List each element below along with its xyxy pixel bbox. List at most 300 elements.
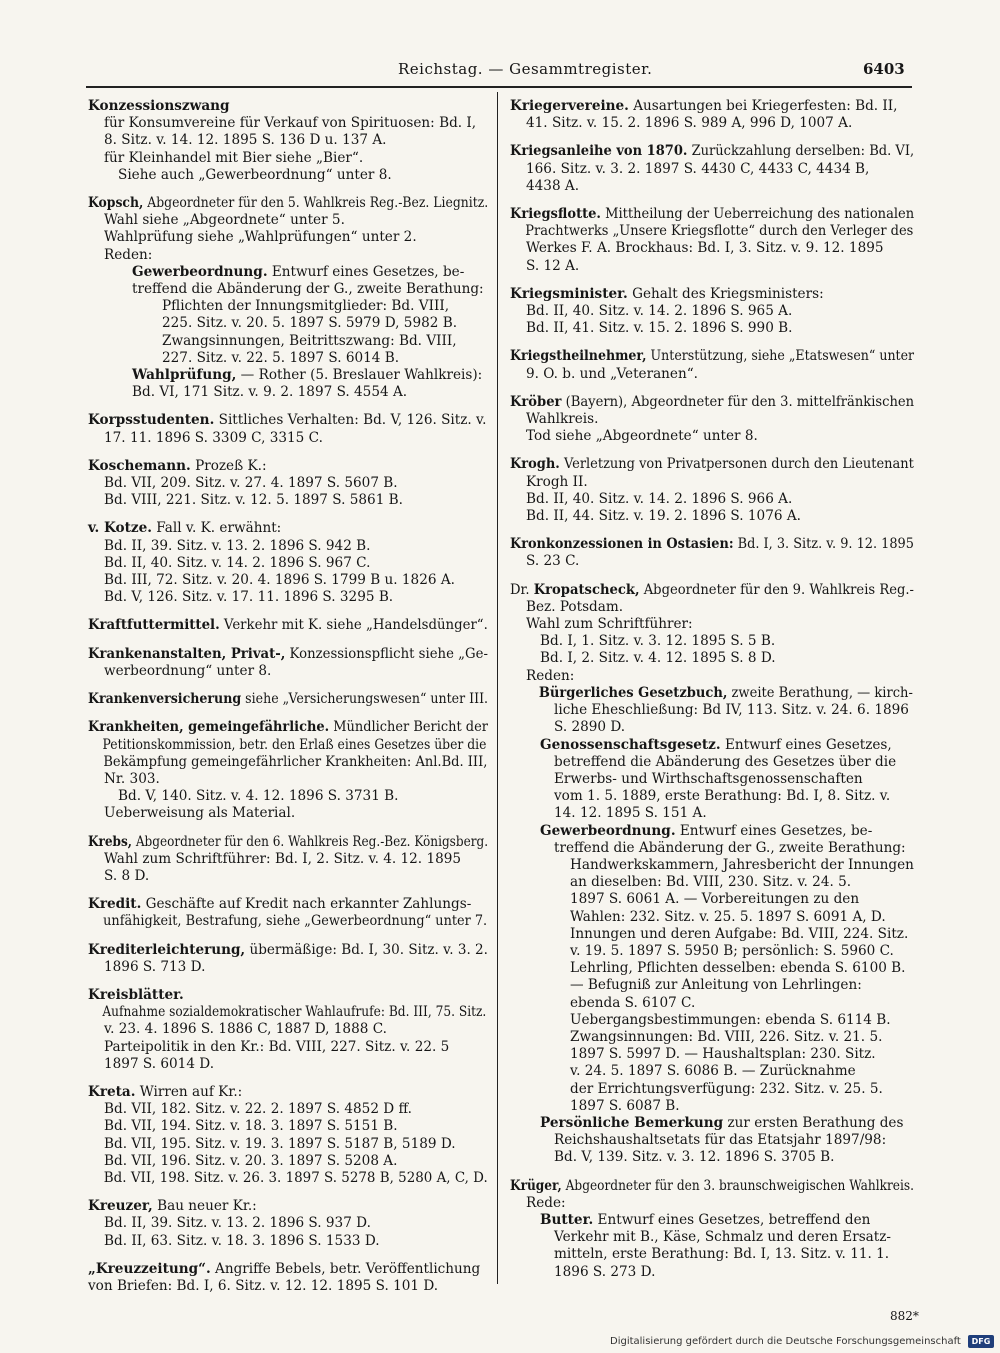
entry-text: Verletzung von Privatpersonen durch den Lieutenant: [559, 456, 914, 473]
entry-line: [88, 475, 488, 492]
entry-line: [88, 229, 488, 246]
entry-line: [88, 645, 488, 663]
entry-line: [88, 1039, 488, 1056]
entry-line: [510, 286, 914, 303]
entry-line: [88, 1278, 488, 1295]
entry-text: S. 8 D.: [104, 867, 150, 884]
entry-text: Bd. VI, 171 Sitz. v. 9. 2. 1897 S. 4554 A.: [132, 384, 408, 401]
entry-line: [88, 1233, 488, 1250]
entry-line: [510, 366, 914, 383]
entry-text: Mittheilung der Ueberreichung des nationalen: [600, 206, 915, 223]
entry-text: Ausartungen bei Kriegerfesten: Bd. II,: [628, 98, 898, 114]
entry-heading: Wahlprüfung,: [132, 367, 237, 384]
entry-heading: Kriegsminister.: [510, 285, 628, 302]
entry-line: [510, 428, 914, 445]
index-entry: [510, 536, 914, 570]
entry-text: S. 2890 D.: [554, 719, 626, 736]
entry-text: Reden:: [526, 667, 575, 684]
entry-text: treffend die Abänderung der G., zweite Berathung:: [554, 839, 906, 856]
entry-heading: „Kreuzzeitung“.: [88, 1260, 211, 1277]
entry-line: [88, 833, 489, 851]
index-entry: [88, 896, 488, 930]
entry-line: [88, 150, 488, 167]
entry-text: Zurückzahlung derselben: Bd. VI,: [687, 143, 915, 160]
entry-text: Bd. V, 139. Sitz. v. 3. 12. 1896 S. 3705 B.: [554, 1149, 835, 1166]
entry-line: [510, 874, 914, 891]
entry-text: 1896 S. 713 D.: [104, 958, 206, 975]
entry-text: 14. 12. 1895 S. 151 A.: [554, 805, 707, 822]
entry-line: [510, 1149, 914, 1166]
entry-text: Pflichten der Innungsmitglieder: Bd. VIII,: [162, 298, 450, 315]
entry-line: [88, 132, 488, 149]
entry-line: [510, 737, 914, 754]
entry-text: 8. Sitz. v. 14. 12. 1895 S. 136 D u. 137 A.: [104, 132, 387, 149]
entry-line: [510, 719, 914, 736]
entry-text: Bd. II, 63. Sitz. v. 18. 3. 1896 S. 1533 D.: [104, 1232, 380, 1249]
index-entry: [510, 456, 914, 525]
entry-line: [510, 1063, 914, 1080]
entry-text: 17. 11. 1896 S. 3309 C, 3315 C.: [104, 429, 323, 446]
entry-text: v. 24. 5. 1897 S. 6086 B. — Zurücknahme: [570, 1063, 856, 1080]
entry-line: [510, 754, 914, 771]
entry-text: 166. Sitz. v. 3. 2. 1897 S. 4430 C, 4433 C, 4434 B,: [526, 160, 870, 177]
entry-text: Lehrling, Pflichten desselben: ebenda S. 6100 B.: [570, 960, 906, 977]
entry-heading: Krankheiten, gemeingefährliche.: [88, 719, 330, 736]
header-rule: [86, 86, 912, 88]
entry-text: Wahl zum Schriftführer:: [526, 616, 693, 633]
entry-text: Prozeß K.:: [190, 457, 267, 474]
entry-line: [510, 178, 914, 195]
entry-text: Abgeordneter für den 3. braunschweigischen Wahlkreis.: [561, 1177, 914, 1194]
index-entry: [88, 520, 488, 606]
entry-line: [510, 98, 914, 115]
entry-line: [510, 857, 914, 874]
entry-line: [510, 1081, 914, 1098]
entry-line: [510, 456, 914, 473]
entry-line: [510, 788, 914, 805]
entry-text: mitteln, erste Berathung: Bd. I, 13. Sitz. v. 11. 1.: [554, 1246, 890, 1263]
entry-line: [88, 771, 488, 788]
entry-line: [88, 1153, 488, 1170]
entry-text: Entwurf eines Gesetzes, be-: [267, 263, 465, 280]
entry-line: [510, 891, 914, 908]
entry-line: [88, 959, 488, 976]
entry-line: [510, 650, 914, 667]
entry-line: [510, 508, 914, 525]
digitization-credit: Digitalisierung gefördert durch die Deutsche Forschungsgemeinschaft: [610, 1336, 961, 1347]
entry-text: S. 12 A.: [526, 257, 580, 274]
entry-line: [88, 1004, 487, 1021]
entry-line: [510, 1046, 914, 1063]
entry-line: [510, 805, 914, 822]
entry-text: Bd. III, 72. Sitz. v. 20. 4. 1896 S. 1799 B u. 1826 A.: [104, 572, 455, 589]
entry-line: [510, 553, 914, 570]
entry-line: [88, 1198, 488, 1215]
entry-text: 1897 S. 5997 D. — Haushaltsplan: 230. Sitz.: [570, 1046, 876, 1063]
entry-line: [510, 240, 914, 257]
index-entry: [88, 691, 488, 708]
entry-text: Zwangsinnungen, Beitrittszwang: Bd. VIII,: [162, 332, 457, 349]
entry-line: [88, 589, 488, 606]
entry-heading: Kopsch,: [88, 195, 144, 212]
entry-text: Bd. II, 40. Sitz. v. 14. 2. 1896 S. 965 A.: [526, 303, 793, 320]
entry-line: [88, 195, 489, 212]
entry-text: Werkes F. A. Brockhaus: Bd. I, 3. Sitz. v. 9. 12. 1895: [526, 240, 884, 257]
entry-line: [88, 987, 488, 1004]
running-header: [0, 60, 1000, 86]
entry-text: Ueberweisung als Material.: [104, 805, 296, 822]
entry-line: [88, 315, 488, 332]
entry-heading: Krüger,: [510, 1177, 562, 1194]
entry-heading: Konzessionszwang: [88, 98, 230, 114]
entry-heading: Kriegervereine.: [510, 98, 629, 114]
entry-text: (Bayern), Abgeordneter für den 3. mittelfränkischen: [561, 393, 915, 410]
entry-text: liche Eheschließung: Bd IV, 113. Sitz. v. 24. 6. 1896: [554, 702, 909, 719]
entry-text: Bd. V, 140. Sitz. v. 4. 12. 1896 S. 3731 B.: [118, 788, 399, 805]
entry-text: Verkehr mit K. siehe „Handelsdünger“.: [219, 617, 488, 634]
entry-text: Entwurf eines Gesetzes,: [720, 736, 892, 753]
entry-text: von Briefen: Bd. I, 6. Sitz. v. 12. 12. 1895 S. 101 D.: [88, 1277, 439, 1294]
entry-text: Wirren auf Kr.:: [135, 1083, 243, 1100]
entry-text: S. 23 C.: [526, 553, 580, 570]
entry-text: Bd. II, 40. Sitz. v. 14. 2. 1896 S. 966 A.: [526, 490, 793, 507]
entry-text: Entwurf eines Gesetzes, be-: [675, 822, 873, 839]
entry-line: [88, 896, 488, 913]
index-entry: [88, 1084, 488, 1187]
entry-text: Wahlkreis.: [526, 411, 599, 428]
entry-text: Angriffe Bebels, betr. Veröffentlichung: [210, 1260, 481, 1277]
entry-line: [510, 943, 914, 960]
index-entry: [88, 458, 488, 510]
entry-line: [510, 668, 914, 685]
index-entry: [510, 582, 914, 1167]
entry-text: 9. O. b. und „Veteranen“.: [526, 365, 699, 382]
entry-text: v. 19. 5. 1897 S. 5950 B; persönlich: S. 5960 C.: [570, 942, 894, 959]
entry-text: Verkehr mit B., Käse, Schmalz und deren Ersatz-: [554, 1229, 891, 1246]
index-entry: [510, 143, 914, 195]
entry-text: werbeordnung“ unter 8.: [104, 662, 272, 679]
entry-text: übermäßige: Bd. I, 30. Sitz. v. 3. 2.: [245, 941, 488, 958]
index-entry: [510, 98, 914, 132]
entry-text: Petitionskommission, betr. den Erlaß eines Gesetzes über die: [102, 736, 487, 753]
entry-text: Bd. I, 3. Sitz. v. 9. 12. 1895: [733, 536, 914, 553]
entry-text: Siehe auch „Gewerbeordnung“ unter 8.: [118, 166, 392, 183]
entry-text: Entwurf eines Gesetzes, betreffend den: [593, 1211, 871, 1228]
entry-heading: Kriegsanleihe von 1870.: [510, 143, 688, 160]
entry-text: Krogh II.: [526, 473, 588, 490]
entry-line: [510, 348, 915, 365]
entry-line: [510, 926, 914, 943]
entry-text: 1897 S. 6014 D.: [104, 1055, 215, 1072]
entry-text: Handwerkskammern, Jahresbericht der Innungen: [570, 856, 914, 873]
entry-line: [88, 1169, 488, 1187]
entry-line: [510, 303, 914, 320]
index-entry: [88, 195, 488, 401]
entry-text: Bd. VII, 195. Sitz. v. 19. 3. 1897 S. 5187 B, 5189 D.: [104, 1135, 456, 1152]
entry-line: [510, 474, 914, 491]
entry-line: [510, 995, 914, 1012]
entry-text: Uebergangsbestimmungen: ebenda S. 6114 B.: [570, 1011, 891, 1028]
entry-text: Bd. VIII, 221. Sitz. v. 12. 5. 1897 S. 5861 B.: [104, 492, 403, 509]
entry-line: [88, 115, 488, 132]
entry-heading: Kraftfuttermittel.: [88, 617, 220, 634]
entry-line: [88, 458, 488, 475]
entry-heading: Kropatscheck,: [533, 581, 640, 598]
entry-text: Bd. VII, 194. Sitz. v. 18. 3. 1897 S. 5151 B.: [104, 1118, 398, 1135]
entry-text: zweite Berathung, — kirch-: [727, 684, 913, 701]
entry-text: Wahl zum Schriftführer: Bd. I, 2. Sitz. v. 4. 12. 1895: [104, 850, 462, 867]
entry-heading: Kronkonzessionen in Ostasien:: [510, 536, 734, 553]
entry-text: Bd. II, 39. Sitz. v. 13. 2. 1896 S. 942 B.: [104, 537, 371, 554]
entry-line: [510, 320, 914, 337]
entry-line: [88, 1261, 488, 1278]
entry-text: für Kleinhandel mit Bier siehe „Bier“.: [104, 149, 364, 166]
entry-text: Bd. I, 1. Sitz. v. 3. 12. 1895 S. 5 B.: [540, 633, 776, 650]
entry-line: [88, 1101, 488, 1118]
entry-line: [510, 491, 914, 508]
entry-line: [510, 977, 914, 994]
entry-text: Innungen und deren Aufgabe: Bd. VIII, 224. Sitz.: [570, 925, 909, 942]
entry-line: [510, 616, 914, 633]
entry-text: Geschäfte auf Kredit nach erkannter Zahlungs-: [141, 896, 472, 913]
entry-line: [510, 1195, 914, 1212]
entry-line: [88, 572, 488, 589]
entry-line: [88, 1215, 488, 1232]
entry-line: [510, 1029, 914, 1046]
entry-line: [88, 247, 488, 264]
entry-text: — Befugniß zur Anleitung von Lehrlingen:: [570, 977, 862, 994]
entry-heading: Kriegsflotte.: [510, 206, 601, 223]
entry-text: Bd. II, 41. Sitz. v. 15. 2. 1896 S. 990 B.: [526, 320, 793, 337]
entry-heading: Bürgerliches Gesetzbuch,: [538, 684, 728, 701]
entry-line: [510, 633, 914, 650]
entry-line: [510, 1246, 914, 1263]
entry-text: Abgeordneter für den 5. Wahlkreis Reg.-Bez. Liegnitz.: [143, 195, 489, 212]
entry-text: Parteipolitik in den Kr.: Bd. VIII, 227. Sitz. v. 22. 5: [104, 1038, 450, 1055]
entry-text: 1896 S. 273 D.: [554, 1263, 656, 1280]
entry-text: Bd. VII, 182. Sitz. v. 22. 2. 1897 S. 4852 D ff.: [104, 1101, 413, 1118]
dfg-logo: DFG: [968, 1335, 994, 1348]
entry-line: [88, 520, 488, 537]
entry-line: [88, 1118, 488, 1135]
entry-heading: Kredit.: [88, 896, 142, 913]
entry-line: [88, 663, 488, 680]
entry-line: [88, 913, 488, 930]
entry-line: [88, 736, 487, 754]
entry-text: Bekämpfung gemeingefährlicher Krankheiten: Anl.Bd. III,: [103, 753, 488, 770]
entry-line: [510, 223, 914, 240]
entry-line: [88, 367, 488, 384]
entry-line: [88, 281, 488, 298]
entry-line: [88, 350, 488, 367]
entry-text: 225. Sitz. v. 20. 5. 1897 S. 5979 D, 5982 B.: [162, 315, 458, 332]
entry-line: [510, 411, 914, 428]
entry-line: [88, 1056, 488, 1073]
entry-text: zur ersten Berathung des: [723, 1114, 904, 1131]
entry-heading: Krediterleichterung,: [88, 941, 246, 958]
index-entry: [88, 987, 488, 1073]
entry-text: 1897 S. 6061 A. — Vorbereitungen zu den: [570, 891, 860, 908]
entry-text: v. 23. 4. 1896 S. 1886 C, 1887 D, 1888 C.: [104, 1021, 387, 1038]
index-entry: [88, 719, 488, 822]
entry-heading: Genossenschaftsgesetz.: [540, 736, 721, 753]
entry-line: [510, 771, 914, 788]
entry-line: [88, 538, 488, 555]
entry-text: Bd. V, 126. Sitz. v. 17. 11. 1896 S. 3295 B.: [104, 589, 394, 606]
entry-text: Tod siehe „Abgeordnete“ unter 8.: [526, 428, 758, 445]
entry-text: Bau neuer Kr.:: [152, 1198, 257, 1215]
entry-text: Mündlicher Bericht der: [329, 719, 488, 736]
entry-text: der Errichtungsverfügung: 232. Sitz. v. 25. 5.: [570, 1080, 883, 1097]
entry-line: [88, 942, 487, 959]
entry-line: [88, 167, 488, 184]
signature-mark: 882*: [890, 1309, 919, 1323]
entry-heading: Krankenversicherung: [88, 691, 242, 708]
left-column: [88, 98, 488, 1306]
entry-text: treffend die Abänderung der G., zweite Berathung:: [132, 281, 484, 298]
entry-text: vom 1. 5. 1889, erste Berathung: Bd. I, 8. Sitz. v.: [554, 788, 891, 805]
entry-heading: Gewerbeordnung.: [132, 263, 268, 280]
entry-line: [88, 555, 488, 572]
entry-line: [88, 805, 488, 822]
entry-text: Prachtwerks „Unsere Kriegsflotte“ durch den Verleger des: [525, 223, 914, 240]
entry-line: [510, 840, 914, 857]
entry-heading: Krankenanstalten, Privat-,: [88, 645, 286, 662]
entry-text: ebenda S. 6107 C.: [570, 994, 696, 1011]
index-entry: [510, 206, 914, 275]
entry-line: [510, 206, 915, 223]
index-entry: [88, 646, 488, 680]
entry-line: [510, 143, 915, 160]
entry-line: [510, 702, 914, 719]
entry-line: [88, 868, 488, 885]
entry-line: [88, 851, 488, 868]
entry-text: Abgeordneter für den 9. Wahlkreis Reg.-: [639, 581, 914, 598]
entry-heading: Gewerbeordnung.: [540, 822, 676, 839]
header-title: Reichstag. — Gesammtregister.: [398, 60, 653, 78]
entry-heading: Krebs,: [88, 833, 132, 850]
entry-text: Aufnahme sozialdemokratischer Wahlaufrufe: Bd. III, 75. Sitz.: [102, 1004, 487, 1021]
column-divider: [497, 92, 498, 1284]
entry-text: siehe „Versicherungswesen“ unter III.: [241, 691, 489, 708]
entry-text: betreffend die Abänderung des Gesetzes über die: [554, 753, 897, 770]
entry-text: 1897 S. 6087 B.: [570, 1097, 680, 1114]
entry-line: [88, 212, 488, 229]
entry-line: [510, 960, 914, 977]
entry-text: Reichshaushaltsetats für das Etatsjahr 1897/98:: [554, 1132, 887, 1149]
entry-text: Wahlen: 232. Sitz. v. 25. 5. 1897 S. 6091 A, D.: [570, 908, 886, 925]
entry-heading: Kreuzer,: [88, 1198, 153, 1215]
entry-line: [88, 264, 488, 281]
entry-heading: Butter.: [540, 1211, 594, 1228]
entry-line: [88, 298, 488, 315]
entry-heading: Krogh.: [510, 456, 560, 473]
entry-text: Wahlprüfung siehe „Wahlprüfungen“ unter 2.: [104, 229, 417, 246]
entry-line: [510, 115, 914, 132]
index-entry: [510, 348, 914, 382]
entry-text: Zwangsinnungen: Bd. VIII, 226. Sitz. v. 21. 5.: [570, 1028, 883, 1045]
entry-line: [510, 393, 915, 411]
index-entry: [510, 394, 914, 446]
entry-heading: Kriegstheilnehmer,: [510, 348, 647, 365]
entry-line: [88, 691, 489, 708]
entry-heading: Kreta.: [88, 1083, 136, 1100]
entry-line: [88, 788, 488, 805]
index-entry: [88, 1198, 488, 1250]
entry-text: Reden:: [104, 246, 153, 263]
entry-line: [88, 492, 488, 509]
entry-line: [88, 412, 488, 429]
entry-text: Wahl siehe „Abgeordnete“ unter 5.: [104, 212, 345, 229]
entry-heading: Kröber: [510, 393, 562, 410]
entry-line: [510, 1264, 914, 1281]
entry-line: [510, 1115, 914, 1132]
entry-line: [88, 1021, 488, 1038]
entry-text: Bd. VII, 196. Sitz. v. 20. 3. 1897 S. 5208 A.: [104, 1152, 398, 1169]
entry-line: [510, 161, 914, 178]
entry-line: [510, 1229, 914, 1246]
entry-heading: Kreisblätter.: [88, 986, 184, 1003]
index-entry: [510, 286, 914, 338]
entry-text: Rede:: [526, 1194, 566, 1211]
entry-text: Gehalt des Kriegsministers:: [627, 285, 824, 302]
entry-text: Dr.: [510, 581, 534, 598]
entry-text: 4438 A.: [526, 177, 580, 194]
entry-line: [88, 430, 488, 447]
entry-text: Erwerbs- und Wirthschaftsgenossenschaften: [554, 770, 863, 787]
index-entry: [88, 98, 488, 184]
entry-line: [88, 1136, 488, 1153]
entry-text: Bd. I, 2. Sitz. v. 4. 12. 1895 S. 8 D.: [540, 650, 776, 667]
entry-line: [88, 1084, 488, 1101]
entry-line: [510, 599, 914, 616]
entry-text: 227. Sitz. v. 22. 5. 1897 S. 6014 B.: [162, 349, 400, 366]
right-column: [510, 98, 914, 1292]
entry-text: — Rother (5. Breslauer Wahlkreis):: [236, 367, 483, 384]
entry-text: Bd. II, 40. Sitz. v. 14. 2. 1896 S. 967 C.: [104, 554, 371, 571]
entry-line: [88, 719, 488, 736]
entry-line: [88, 753, 488, 771]
entry-line: [510, 909, 914, 926]
entry-line: [510, 1177, 914, 1195]
entry-line: [510, 823, 914, 840]
entry-line: [510, 1212, 914, 1229]
entry-line: [88, 333, 488, 350]
page-number: 6403: [863, 60, 905, 78]
entry-line: [510, 258, 914, 275]
entry-line: [88, 98, 488, 115]
entry-text: Bd. VII, 198. Sitz. v. 26. 3. 1897 S. 5278 B, 5280 A, C, D.: [103, 1169, 488, 1186]
index-entry: [88, 942, 488, 976]
entry-text: Sittliches Verhalten: Bd. V, 126. Sitz. v.: [214, 412, 487, 429]
entry-heading: v. Kotze.: [88, 520, 152, 537]
index-entry: [88, 412, 488, 446]
index-entry: [88, 1261, 488, 1295]
entry-text: unfähigkeit, Bestrafung, siehe „Gewerbeordnung“ unter 7.: [103, 913, 488, 930]
entry-line: [510, 684, 913, 702]
entry-text: Abgeordneter für den 6. Wahlkreis Reg.-Bez. Königsberg.: [131, 833, 489, 850]
entry-text: Konzessionspflicht siehe „Ge-: [285, 645, 488, 662]
entry-text: Bd. II, 44. Sitz. v. 19. 2. 1896 S. 1076 A.: [526, 508, 801, 525]
entry-text: Fall v. K. erwähnt:: [151, 520, 282, 537]
entry-line: [510, 536, 914, 553]
index-entry: [88, 834, 488, 886]
entry-text: Bez. Potsdam.: [526, 598, 624, 615]
entry-text: Unterstützung, siehe „Etatswesen“ unter: [646, 348, 915, 365]
entry-heading: Korpsstudenten.: [88, 412, 215, 429]
entry-text: 41. Sitz. v. 15. 2. 1896 S. 989 A, 996 D, 1007 A.: [526, 115, 853, 132]
entry-line: [88, 384, 488, 401]
